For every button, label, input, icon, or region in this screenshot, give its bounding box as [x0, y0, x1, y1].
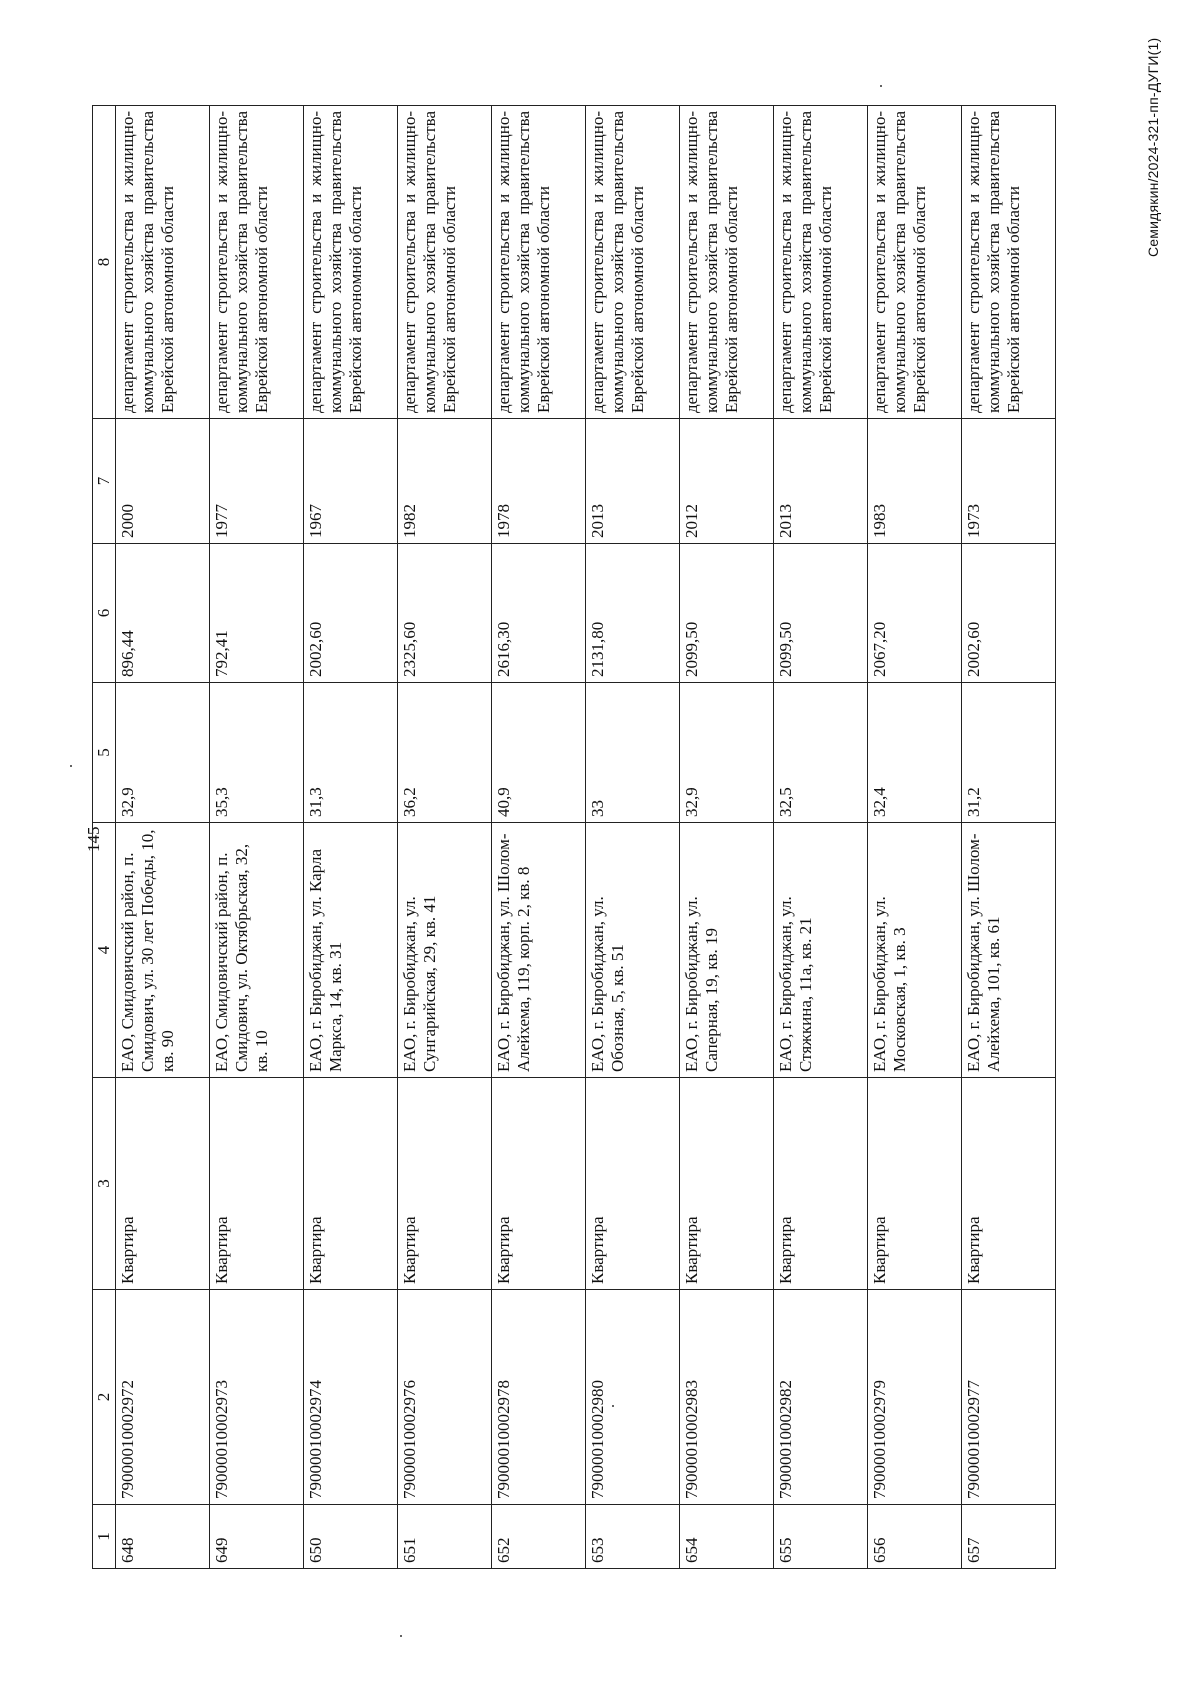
registry-id: 79000010002982	[774, 1290, 868, 1505]
table-row	[774, 106, 868, 1569]
object-address: ЕАО, г. Биробиджан, ул. Шолом-Алейхема, 101, кв. 61	[962, 823, 1056, 1078]
object-type: Квартира	[586, 1078, 680, 1290]
build-year: 2013	[586, 419, 680, 544]
row-number: 656	[868, 1505, 962, 1569]
registry-id: 79000010002976	[398, 1290, 492, 1505]
rights-holder: департамент строительства и жилищно-коммунального хозяйства правительства Еврейской автономной области	[398, 106, 492, 419]
row-number: 648	[116, 1505, 210, 1569]
object-address: ЕАО, г. Биробиджан, ул. Обозная, 5, кв. 51	[586, 823, 680, 1078]
header-cell-1: 1	[93, 1505, 116, 1569]
table-row	[116, 106, 210, 1569]
area-sqm: 40,9	[492, 683, 586, 823]
row-number: 657	[962, 1505, 1056, 1569]
table-row	[868, 106, 962, 1569]
object-type: Квартира	[492, 1078, 586, 1290]
property-registry-table	[92, 105, 1056, 1569]
row-number: 654	[680, 1505, 774, 1569]
header-cell-4: 4	[93, 823, 116, 1078]
book-value: 2067,20	[868, 544, 962, 683]
registry-id: 79000010002978	[492, 1290, 586, 1505]
book-value: 896,44	[116, 544, 210, 683]
registry-id: 79000010002979	[868, 1290, 962, 1505]
build-year: 1983	[868, 419, 962, 544]
object-address: ЕАО, г. Биробиджан, ул. Шолом-Алейхема, 119, корп. 2, кв. 8	[492, 823, 586, 1078]
book-value: 2099,50	[680, 544, 774, 683]
build-year: 1977	[210, 419, 304, 544]
header-cell-6: 6	[93, 544, 116, 683]
rights-holder: департамент строительства и жилищно-коммунального хозяйства правительства Еврейской автономной области	[868, 106, 962, 419]
build-year: 1978	[492, 419, 586, 544]
area-sqm: 32,5	[774, 683, 868, 823]
table-row	[586, 106, 680, 1569]
book-value: 2099,50	[774, 544, 868, 683]
build-year: 2012	[680, 419, 774, 544]
table-row	[962, 106, 1056, 1569]
build-year: 1967	[304, 419, 398, 544]
area-sqm: 33	[586, 683, 680, 823]
registry-id: 79000010002972	[116, 1290, 210, 1505]
header-cell-8: 8	[93, 106, 116, 419]
row-number: 653	[586, 1505, 680, 1569]
table-row	[210, 106, 304, 1569]
row-number: 652	[492, 1505, 586, 1569]
row-number: 651	[398, 1505, 492, 1569]
registry-id: 79000010002974	[304, 1290, 398, 1505]
object-address: ЕАО, г. Биробиджан, ул. Московская, 1, кв. 3	[868, 823, 962, 1078]
object-address: ЕАО, г. Биробиджан, ул. Карла Маркса, 14, кв. 31	[304, 823, 398, 1078]
registry-id: 79000010002977	[962, 1290, 1056, 1505]
book-value: 2131,80	[586, 544, 680, 683]
scan-speck	[612, 1405, 614, 1407]
rights-holder: департамент строительства и жилищно-коммунального хозяйства правительства Еврейской автономной области	[492, 106, 586, 419]
column-number-header	[93, 106, 116, 1569]
area-sqm: 31,2	[962, 683, 1056, 823]
object-address: ЕАО, Смидовичский район, п. Смидович, ул. 30 лет Победы, 10, кв. 90	[116, 823, 210, 1078]
build-year: 1982	[398, 419, 492, 544]
area-sqm: 31,3	[304, 683, 398, 823]
area-sqm: 32,4	[868, 683, 962, 823]
object-type: Квартира	[398, 1078, 492, 1290]
book-value: 792,41	[210, 544, 304, 683]
rights-holder: департамент строительства и жилищно-коммунального хозяйства правительства Еврейской автономной области	[304, 106, 398, 419]
rights-holder: департамент строительства и жилищно-коммунального хозяйства правительства Еврейской автономной области	[586, 106, 680, 419]
object-address: ЕАО, г. Биробиджан, ул. Сунгарийская, 29, кв. 41	[398, 823, 492, 1078]
registry-id: 79000010002980	[586, 1290, 680, 1505]
row-number: 649	[210, 1505, 304, 1569]
area-sqm: 32,9	[680, 683, 774, 823]
area-sqm: 32,9	[116, 683, 210, 823]
book-value: 2616,30	[492, 544, 586, 683]
object-address: ЕАО, Смидовичский район, п. Смидович, ул. Октябрьская, 32, кв. 10	[210, 823, 304, 1078]
object-address: ЕАО, г. Биробиджан, ул. Саперная, 19, кв. 19	[680, 823, 774, 1078]
rights-holder: департамент строительства и жилищно-коммунального хозяйства правительства Еврейской автономной области	[774, 106, 868, 419]
header-cell-2: 2	[93, 1290, 116, 1505]
object-type: Квартира	[116, 1078, 210, 1290]
object-type: Квартира	[774, 1078, 868, 1290]
registry-id: 79000010002983	[680, 1290, 774, 1505]
scan-speck	[70, 765, 72, 767]
rights-holder: департамент строительства и жилищно-коммунального хозяйства правительства Еврейской автономной области	[116, 106, 210, 419]
area-sqm: 35,3	[210, 683, 304, 823]
rights-holder: департамент строительства и жилищно-коммунального хозяйства правительства Еврейской автономной области	[210, 106, 304, 419]
registry-id: 79000010002973	[210, 1290, 304, 1505]
object-type: Квартира	[868, 1078, 962, 1290]
object-type: Квартира	[962, 1078, 1056, 1290]
table-row	[304, 106, 398, 1569]
book-value: 2325,60	[398, 544, 492, 683]
scan-speck	[880, 85, 882, 87]
build-year: 2013	[774, 419, 868, 544]
rights-holder: департамент строительства и жилищно-коммунального хозяйства правительства Еврейской автономной области	[680, 106, 774, 419]
object-type: Квартира	[304, 1078, 398, 1290]
build-year: 2000	[116, 419, 210, 544]
area-sqm: 36,2	[398, 683, 492, 823]
document-reference: Семидякин/2024-321-пп-ДУГИ(1)	[1145, 37, 1161, 257]
object-address: ЕАО, г. Биробиджан, ул. Стяжкина, 11а, кв. 21	[774, 823, 868, 1078]
header-cell-5: 5	[93, 683, 116, 823]
table-row	[398, 106, 492, 1569]
object-type: Квартира	[680, 1078, 774, 1290]
page-number: 145	[84, 826, 103, 852]
table-row	[492, 106, 586, 1569]
row-number: 655	[774, 1505, 868, 1569]
book-value: 2002,60	[962, 544, 1056, 683]
scan-speck	[400, 1635, 402, 1637]
header-cell-3: 3	[93, 1078, 116, 1290]
build-year: 1973	[962, 419, 1056, 544]
row-number: 650	[304, 1505, 398, 1569]
header-cell-7: 7	[93, 419, 116, 544]
table-row	[680, 106, 774, 1569]
rights-holder: департамент строительства и жилищно-коммунального хозяйства правительства Еврейской автономной области	[962, 106, 1056, 419]
book-value: 2002,60	[304, 544, 398, 683]
object-type: Квартира	[210, 1078, 304, 1290]
